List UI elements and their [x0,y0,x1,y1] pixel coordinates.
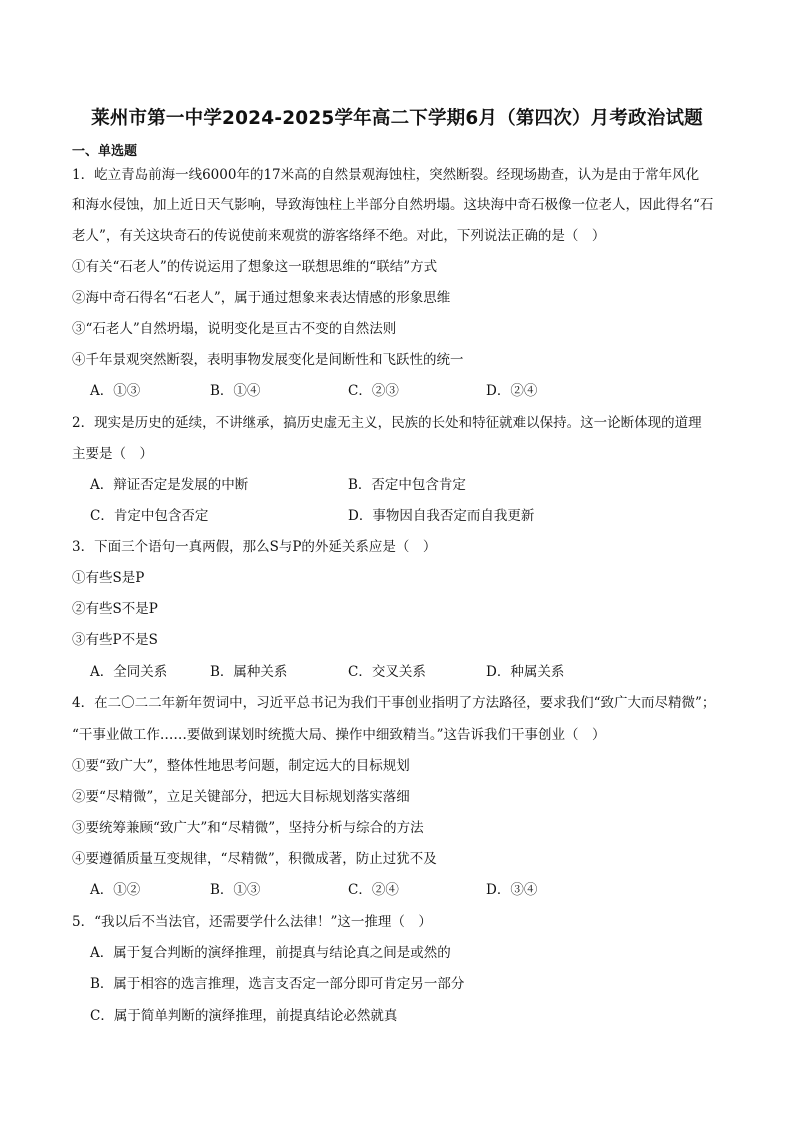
q3-option-a: A．全同关系 [90,664,168,680]
q1-statement-4: ④千年景观突然断裂，表明事物发展变化是间断性和飞跃性的统一 [72,352,464,368]
q3-option-d: D．种属关系 [486,664,565,680]
q4-statement-1: ①要“致广大”，整体性地思考问题，制定远大的目标规划 [72,758,410,774]
q1-option-b: B．①④ [210,383,261,399]
q4-statement-2: ②要“尽精微”，立足关键部分，把远大目标规划落实落细 [72,789,410,805]
q2-option-b: B．否定中包含肯定 [348,477,466,493]
q4-line-1: 4．在二〇二二年新年贺词中，习近平总书记为我们干事创业指明了方法路径，要求我们“致广大而尽精微”； [72,695,716,711]
q4-option-c: C．②④ [348,882,399,898]
q4-option-d: D．③④ [486,882,538,898]
q1-statement-2: ②海中奇石得名“石老人”，属于通过想象来表达情感的形象思维 [72,290,451,306]
q4-option-b: B．①③ [210,882,261,898]
section-heading: 一、单选题 [72,144,138,159]
q4-line-2: “干事业做工作……要做到谋划时统揽大局、操作中细致精当。”这告诉我们干事创业（ ） [72,727,606,743]
q4-statement-3: ③要统筹兼顾“致广大”和“尽精微”，坚持分析与综合的方法 [72,820,424,836]
q2-option-d: D．事物因自我否定而自我更新 [348,508,535,524]
q1-line-2: 和海水侵蚀，加上近日天气影响，导致海蚀柱上半部分自然坍塌。这块海中奇石极像一位老人，因此得名“石 [72,197,714,213]
q4-option-a: A．①② [90,882,141,898]
q2-line-1: 2．现实是历史的延续，不讲继承，搞历史虚无主义，民族的长处和特征就难以保持。这一论断体现的道理 [72,415,702,431]
q5-option-b: B．属于相容的选言推理，选言支否定一部分即可肯定另一部分 [90,976,465,992]
q2-line-2: 主要是（ ） [72,446,153,462]
q1-line-3: 老人”，有关这块奇石的传说使前来观赏的游客络绎不绝。对此，下列说法正确的是（ ） [72,228,606,244]
q5-line-1: 5．“我以后不当法官，还需要学什么法律！”这一推理（ ） [72,914,432,930]
q3-line-1: 3．下面三个语句一真两假，那么S与P的外延关系应是（ ） [72,539,437,555]
q5-option-c: C．属于简单判断的演绎推理，前提真结论必然就真 [90,1008,398,1024]
q1-statement-3: ③“石老人”自然坍塌，说明变化是亘古不变的自然法则 [72,321,397,337]
q2-option-c: C．肯定中包含否定 [90,508,209,524]
q5-option-a: A．属于复合判断的演绎推理，前提真与结论真之间是或然的 [90,945,451,961]
q3-option-c: C．交叉关系 [348,664,426,680]
q3-statement-2: ②有些S不是P [72,601,158,617]
q1-statement-1: ①有关“石老人”的传说运用了想象这一联想思维的“联结”方式 [72,259,438,275]
q2-option-a: A．辩证否定是发展的中断 [90,477,249,493]
q1-line-1: 1．屹立青岛前海一线6000年的17米高的自然景观海蚀柱，突然断裂。经现场勘查，认为是由于常年风化 [72,167,700,183]
q3-statement-3: ③有些P不是S [72,632,158,648]
q1-option-c: C．②③ [348,383,399,399]
q3-option-b: B．属种关系 [210,664,288,680]
q4-statement-4: ④要遵循质量互变规律，“尽精微”，积微成著，防止过犹不及 [72,851,437,867]
exam-title: 莱州市第一中学2024-2025学年高二下学期6月（第四次）月考政治试题 [91,108,703,129]
q1-option-a: A．①③ [90,383,141,399]
q1-option-d: D．②④ [486,383,538,399]
q3-statement-1: ①有些S是P [72,570,145,586]
